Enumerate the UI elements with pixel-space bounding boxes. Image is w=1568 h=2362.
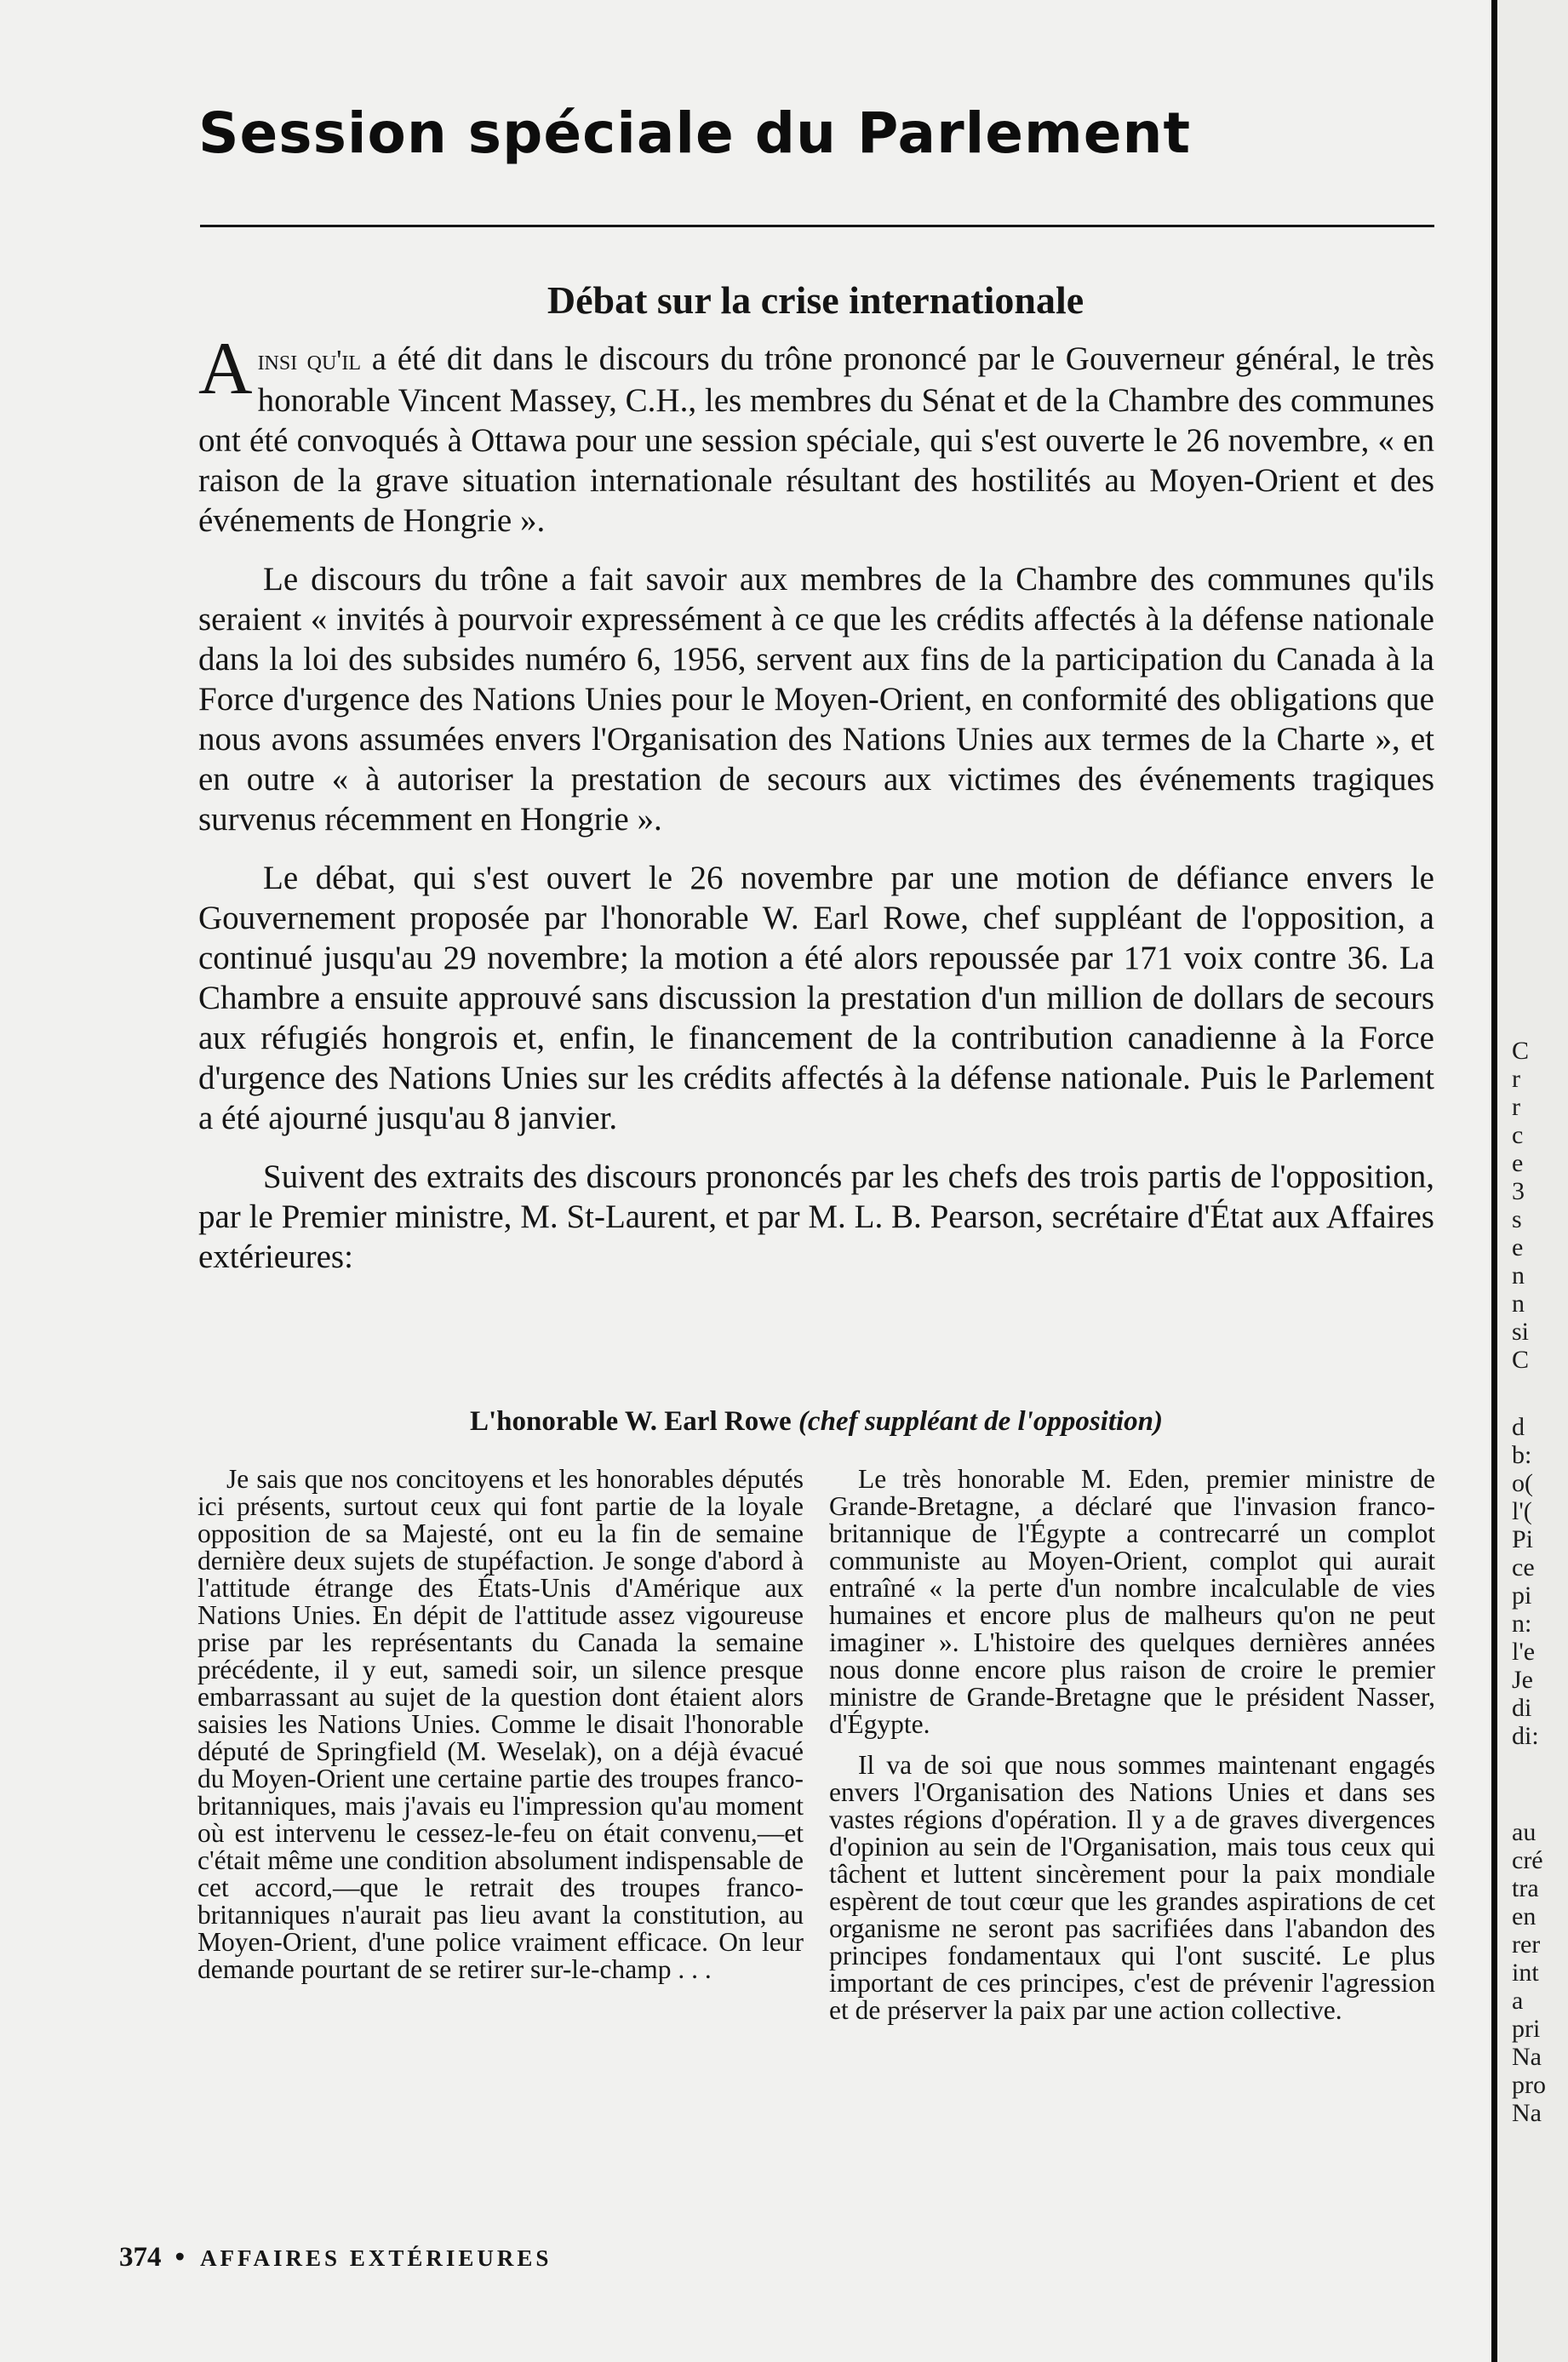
intro-text <box>198 328 1434 1295</box>
left-column-paragraph: Je sais que nos concitoyens et les honorables députés ici présents, surtout ceux qui font partie de la loyale opposition de sa Majesté, ont eu la fin de semaine dernière deux sujets de stupéfaction. Je songe d'abord à l'attitude étrange des États-Unis d'Amérique aux Nations Unies. En dépit de l'attitude assez vigoureuse prise par les représentants du Canada la semaine précédente, il y eut, samedi soir, un silence presque embarrassant au sujet de la question dont étaient alors saisies les Nations Unies. Comme le disait l'honorable député de Springfield (M. Weselak), on a déjà évacué du Moyen-Orient une certaine partie des troupes franco-britanniques, mais j'avais eu l'impression qu'au moment où est intervenu le cessez-le-feu on était convenu,—et c'était même une condition absolument indispensable de cet accord,—que le retrait des troupes franco-britanniques n'aurait pas lieu avant la constitution, au Moyen-Orient, d'une police vraiment efficace. On leur demande pourtant de se retirer sur-le-champ . . . <box>197 1464 804 1984</box>
adjacent-page-fragment-line: r <box>1512 1065 1520 1093</box>
adjacent-page-fragment-line: c <box>1512 1121 1524 1149</box>
lead-in: insi qu'il <box>257 345 362 376</box>
right-column-paragraph-2: Il va de soi que nous sommes maintenant engagés envers l'Organisation des Nations Unies et dans ses vastes régions d'opération. Il y a de graves divergences d'opinion au sein de l'Organisation, mais tous ceux qui tâchent et luttent sincèrement pour la paix mondiale espèrent de tout cœur que les grandes aspirations de cet organisme ne seront pas sacrifiées dans l'abandon des principes fondamentaux qui l'ont suscité. Le plus important de ces principes, c'est de prévenir l'agression et de préserver la paix par une action collective. <box>829 1750 1435 2025</box>
adjacent-page-fragment-line: si <box>1512 1318 1530 1346</box>
intro-paragraph-2: Le discours du trône a fait savoir aux membres de la Chambre des communes qu'ils seraient « invités à pourvoir expressément à ce que les crédits affectés à la défense nationale dans la loi des subsides numéro 6, 1956, servent aux fins de la participation du Canada à la Force d'urgence des Nations Unies pour le Moyen-Orient, en conformité des obligations que nous avons assumées envers l'Organisation des Nations Unies aux termes de la Charte », et en outre « à autoriser la prestation de secours aux victimes des événements tragiques survenus récemment en Hongrie ». <box>198 561 1434 838</box>
speaker-heading <box>198 1406 1434 1438</box>
footer-bullet: • <box>175 2242 186 2273</box>
adjacent-page-fragment-line: 3 <box>1512 1177 1525 1205</box>
adjacent-page-fragment-line: l'e <box>1512 1638 1536 1666</box>
intro-paragraph-3: Le débat, qui s'est ouvert le 26 novembre par une motion de défiance envers le Gouvernement proposée par l'honorable W. Earl Rowe, chef suppléant de l'opposition, a continué jusqu'au 29 novembre; la motion a été alors repoussée par 171 voix contre 36. La Chambre a ensuite approuvé sans discussion la prestation d'un million de dollars de secours aux réfugiés hongrois et, enfin, le financement de la contribution canadienne à la Force d'urgence des Nations Unies sur les crédits affectés à la défense nationale. Puis le Parlement a été ajourné jusqu'au 8 janvier. <box>198 860 1434 1136</box>
section-heading: Débat sur la crise internationale <box>547 278 1084 322</box>
adjacent-page-fragment-b <box>1512 1413 1539 1750</box>
left-column <box>197 1466 804 1997</box>
adjacent-page-fragment-line: a <box>1512 1987 1524 2015</box>
adjacent-page-fragment-line: di <box>1512 1694 1532 1722</box>
adjacent-page-fragment-line: ce <box>1512 1553 1535 1581</box>
adjacent-page-fragment-a <box>1512 1037 1529 1374</box>
adjacent-page-fragment-line: pro <box>1512 2071 1546 2099</box>
right-column-paragraph-1: Le très honorable M. Eden, premier ministre de Grande-Bretagne, a déclaré que l'invasion franco-britannique de l'Égypte a contrecarré un complot communiste au Moyen-Orient, complot qui aurait entraîné « la perte d'un nombre incalculable de vies humaines et encore plus de malheurs qu'on ne peut imaginer ». L'histoire des quelques dernières années nous donne encore plus raison de croire le premier ministre de Grande-Bretagne que le président Nasser, d'Égypte. <box>829 1464 1435 1739</box>
adjacent-page-fragment-line: l'( <box>1512 1497 1532 1525</box>
adjacent-page-fragment-line: Na <box>1512 2099 1542 2127</box>
adjacent-page-fragment-line: en <box>1512 1902 1537 1930</box>
publication-name: AFFAIRES EXTÉRIEURES <box>200 2245 552 2271</box>
adjacent-page-fragment-line: r <box>1512 1093 1520 1121</box>
adjacent-page-fragment-line: n <box>1512 1261 1525 1290</box>
article-title: Session spéciale du Parlement <box>198 100 1192 166</box>
page-number: 374 <box>119 2242 162 2273</box>
adjacent-page-fragment-line: n: <box>1512 1610 1532 1638</box>
adjacent-page-fragment-line: int <box>1512 1959 1539 1987</box>
adjacent-page-fragment-line: C <box>1512 1346 1530 1374</box>
adjacent-page-fragment-line: n <box>1512 1290 1525 1318</box>
adjacent-page-fragment-line: Pi <box>1512 1525 1534 1553</box>
adjacent-page-fragment-line: rer <box>1512 1930 1541 1959</box>
adjacent-page-fragment-line: cré <box>1512 1846 1543 1874</box>
adjacent-page-fragment-line: Je <box>1512 1666 1533 1694</box>
intro-paragraph-4: Suivent des extraits des discours prononcés par les chefs des trois partis de l'opposition, par le Premier ministre, M. St-Laurent, et par M. L. B. Pearson, secrétaire d'État aux Affaires extérieures: <box>198 1158 1434 1275</box>
adjacent-page-fragment-line: b: <box>1512 1441 1532 1469</box>
page-footer <box>119 2242 552 2273</box>
adjacent-page-fragment-line: Na <box>1512 2043 1542 2071</box>
title-rule <box>200 225 1434 227</box>
drop-cap: A <box>198 328 253 410</box>
right-column <box>829 1466 1435 2038</box>
adjacent-page-fragment-line: C <box>1512 1037 1530 1065</box>
adjacent-page-fragment-line: e <box>1512 1149 1524 1177</box>
adjacent-page-fragment-line: s <box>1512 1205 1522 1233</box>
speaker-role: (chef suppléant de l'opposition) <box>798 1406 1164 1437</box>
adjacent-page-fragment-line: pri <box>1512 2015 1541 2043</box>
intro-paragraph-1-text: a été dit dans le discours du trône prononcé par le Gouverneur général, le très honorable Vincent Massey, C.H., les membres du Sénat et de la Chambre des communes ont été convoqués à Ottawa pour une session spéciale, qui s'est ouverte le 26 novembre, « en raison de la grave situation internationale résultant des hostilités au Moyen-Orient et des événements de Hongrie ». <box>198 340 1434 539</box>
adjacent-page-fragment-line: d <box>1512 1413 1525 1441</box>
adjacent-page-fragment-c <box>1512 1818 1546 2127</box>
adjacent-page-fragment-line: o( <box>1512 1469 1533 1497</box>
adjacent-page-fragment-line: di: <box>1512 1722 1539 1750</box>
adjacent-page-fragment-line: pi <box>1512 1581 1532 1610</box>
intro-paragraph-1 <box>198 328 1434 540</box>
speaker-name: L'honorable W. Earl Rowe <box>469 1406 792 1437</box>
adjacent-page-fragment-line: e <box>1512 1233 1524 1261</box>
adjacent-page-fragment-line: tra <box>1512 1874 1539 1902</box>
page-binding-edge <box>1491 0 1497 2362</box>
adjacent-page-fragment-line: au <box>1512 1818 1537 1846</box>
